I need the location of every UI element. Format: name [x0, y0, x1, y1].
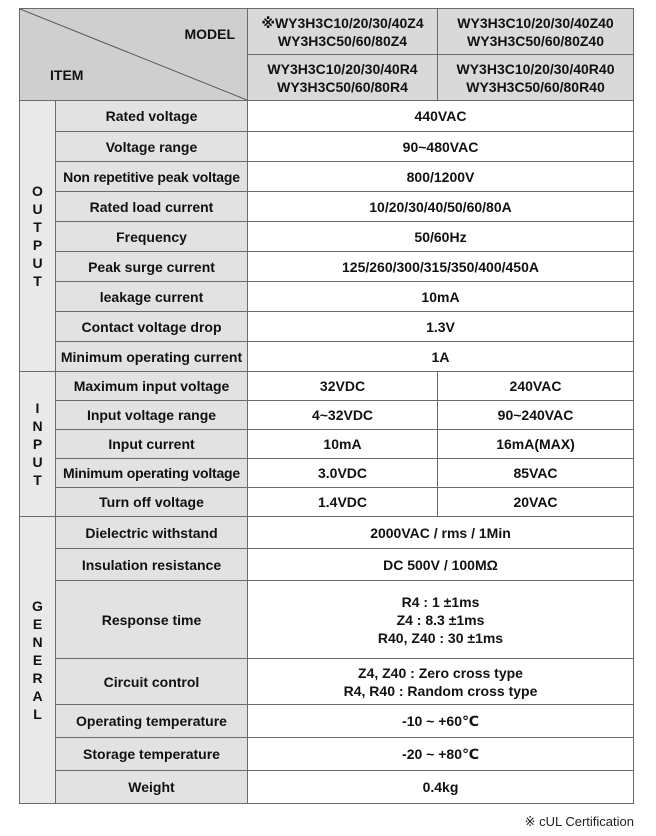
row-value: 10/20/30/40/50/60/80A: [248, 192, 634, 222]
model-cell-z40: [438, 9, 634, 55]
row-label: Minimum operating voltage: [56, 459, 248, 488]
model-line: WY3H3C50/60/80Z40: [467, 32, 604, 49]
row-label: Contact voltage drop: [56, 312, 248, 342]
model-line: ※WY3H3C10/20/30/40Z4: [261, 14, 424, 31]
row-label: leakage current: [56, 282, 248, 312]
row-label: Circuit control: [56, 659, 248, 705]
row-value: 440VAC: [248, 101, 634, 132]
row-value: 2000VAC / rms / 1Min: [248, 517, 634, 549]
input-group-label: I N P U T: [20, 372, 56, 517]
row-value: DC 500V / 100MΩ: [248, 549, 634, 581]
dc-value: 3.0VDC: [248, 459, 438, 488]
row-label: Peak surge current: [56, 252, 248, 282]
row-label: Rated load current: [56, 192, 248, 222]
row-value: 50/60Hz: [248, 222, 634, 252]
model-line: WY3H3C50/60/80R4: [277, 78, 408, 95]
row-label: Maximum input voltage: [56, 372, 248, 401]
ac-value: 16mA(MAX): [438, 430, 634, 459]
certification-footnote: ※ cUL Certification: [524, 814, 634, 829]
model-cell-z4: [248, 9, 438, 55]
ac-value: 85VAC: [438, 459, 634, 488]
row-label: Weight: [56, 771, 248, 804]
row-value: [248, 659, 634, 705]
row-value: 90~480VAC: [248, 132, 634, 162]
row-value: [248, 581, 634, 659]
row-value: 125/260/300/315/350/400/450A: [248, 252, 634, 282]
item-label: ITEM: [50, 67, 84, 83]
model-line: WY3H3C10/20/30/40Z40: [457, 14, 614, 31]
model-line: WY3H3C10/20/30/40R4: [267, 60, 418, 77]
row-label: Voltage range: [56, 132, 248, 162]
row-value: 800/1200V: [248, 162, 634, 192]
model-label: MODEL: [184, 26, 235, 42]
row-label: Frequency: [56, 222, 248, 252]
row-value: -20 ~ +80℃: [248, 738, 634, 771]
model-line: WY3H3C50/60/80R40: [466, 78, 605, 95]
row-value: -10 ~ +60℃: [248, 705, 634, 738]
ac-value: 90~240VAC: [438, 401, 634, 430]
row-label: Rated voltage: [56, 101, 248, 132]
model-line: WY3H3C10/20/30/40R40: [456, 60, 615, 77]
model-cell-r40: [438, 55, 634, 101]
corner-diagonal: [20, 9, 247, 100]
value-line: R4 : 1 ±1ms: [401, 593, 480, 610]
dc-value: 4~32VDC: [248, 401, 438, 430]
dc-value: 10mA: [248, 430, 438, 459]
row-label: Turn off voltage: [56, 488, 248, 517]
row-label: Operating temperature: [56, 705, 248, 738]
row-value: 0.4kg: [248, 771, 634, 804]
dc-value: 1.4VDC: [248, 488, 438, 517]
row-label: Input voltage range: [56, 401, 248, 430]
spec-table: [19, 8, 634, 804]
row-label: Dielectric withstand: [56, 517, 248, 549]
value-line: R4, R40 : Random cross type: [343, 682, 538, 699]
row-label: Response time: [56, 581, 248, 659]
row-value: 1.3V: [248, 312, 634, 342]
value-line: Z4, Z40 : Zero cross type: [358, 664, 523, 681]
ac-value: 20VAC: [438, 488, 634, 517]
row-label: Insulation resistance: [56, 549, 248, 581]
row-label: Minimum operating current: [56, 342, 248, 372]
row-label: Input current: [56, 430, 248, 459]
model-line: WY3H3C50/60/80Z4: [277, 32, 408, 49]
value-line: Z4 : 8.3 ±1ms: [396, 611, 485, 628]
ac-value: 240VAC: [438, 372, 634, 401]
row-value: 1A: [248, 342, 634, 372]
model-item-corner: [20, 9, 248, 101]
row-label: Storage temperature: [56, 738, 248, 771]
general-group-label: G E N E R A L: [20, 517, 56, 804]
value-line: R40, Z40 : 30 ±1ms: [377, 629, 504, 646]
row-label: Non repetitive peak voltage: [56, 162, 248, 192]
output-group-label: O U T P U T: [20, 101, 56, 372]
dc-value: 32VDC: [248, 372, 438, 401]
model-cell-r4: [248, 55, 438, 101]
row-value: 10mA: [248, 282, 634, 312]
